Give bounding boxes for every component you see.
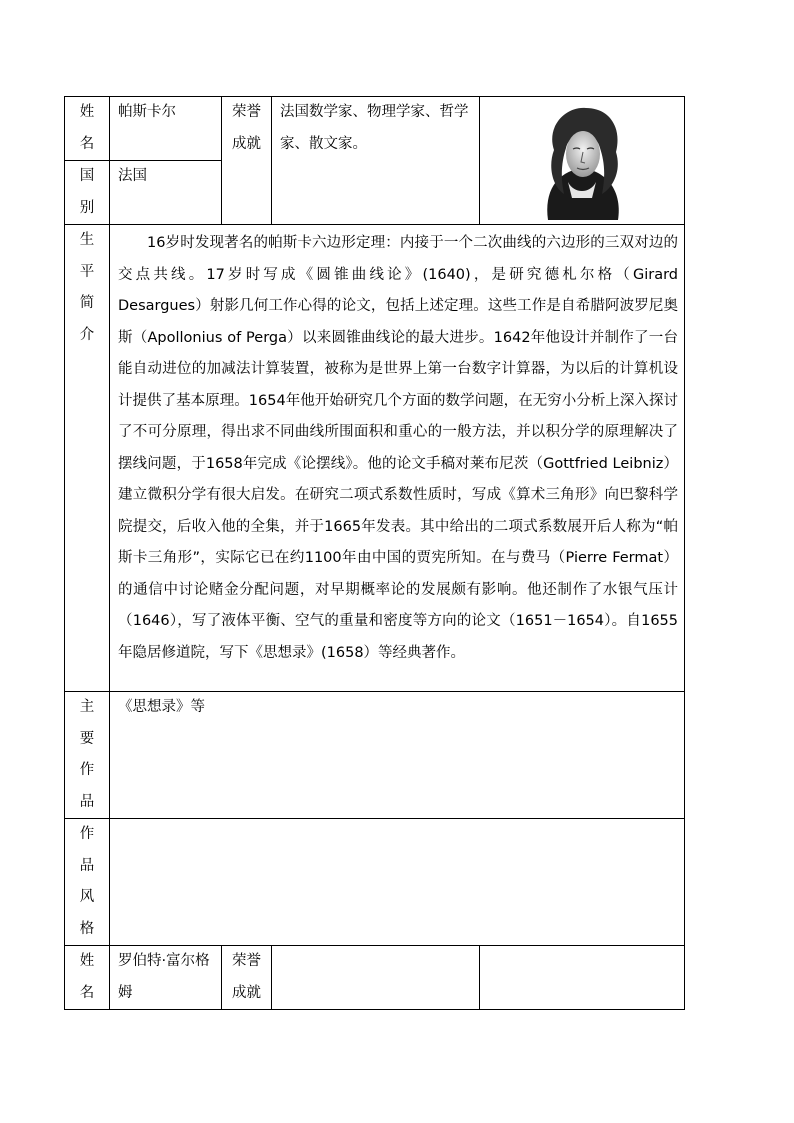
bio-label: 生平简介 [65,225,110,692]
country-value: 法国 [110,161,222,225]
profile-table [64,96,685,1010]
name-label-1: 姓名 [65,97,110,161]
name-value-2: 罗伯特·富尔格姆 [110,946,222,1010]
works-label: 主要作品 [65,692,110,819]
bio-text: 16岁时发现著名的帕斯卡六边形定理：内接于一个二次曲线的六边形的三双对边的交点共线。17岁时写成《圆锥曲线论》(1640)，是研究德札尔格（Girard Desargues）射影几何工作心得的论文，包括上述定理。这些工作是自希腊阿波罗尼奥斯（Apollonius of Perga）以来圆锥曲线论的最大进步。1642年他设计并制作了一台能自动进位的加减法计算装置，被称为是世界上第一台数字计算器，为以后的计算机设计提供了基本原理。1654年他开始研究几个方面的数学问题，在无穷小分析上深入探讨了不可分原理，得出求不同曲线所围面积和重心的一般方法，并以积分学的原理解决了摆线问题，于1658年完成《论摆线》。他的论文手稿对莱布尼茨（Gottfried Leibniz）建立微积分学有很大启发。在研究二项式系数性质时，写成《算术三角形》向巴黎科学院提交，后收入他的全集，并于1665年发表。其中给出的二项式系数展开后人称为“帕斯卡三角形”，实际它已在约1100年由中国的贾宪所知。在与费马（Pierre Fermat）的通信中讨论赌金分配问题，对早期概率论的发展颇有影响。他还制作了水银气压计（1646），写了液体平衡、空气的重量和密度等方向的论文（1651－1654）。自1655年隐居修道院，写下《思想录》(1658）等经典著作。 [118,235,678,661]
portrait-cell-2 [480,946,685,1010]
works-value: 《思想录》等 [110,692,685,819]
portrait-engraving-icon [526,102,638,220]
portrait-cell [480,97,685,225]
honor-value-2 [272,946,480,1010]
style-value [110,819,685,946]
name-label-2: 姓名 [65,946,110,1010]
name-value-1: 帕斯卡尔 [110,97,222,161]
honor-value-1: 法国数学家、物理学家、哲学家、散文家。 [272,97,480,225]
country-label: 国别 [65,161,110,225]
style-label: 作品风格 [65,819,110,946]
honor-label-1: 荣誉成就 [222,97,272,225]
honor-label-2: 荣誉成就 [222,946,272,1010]
bio-cell [110,225,685,692]
